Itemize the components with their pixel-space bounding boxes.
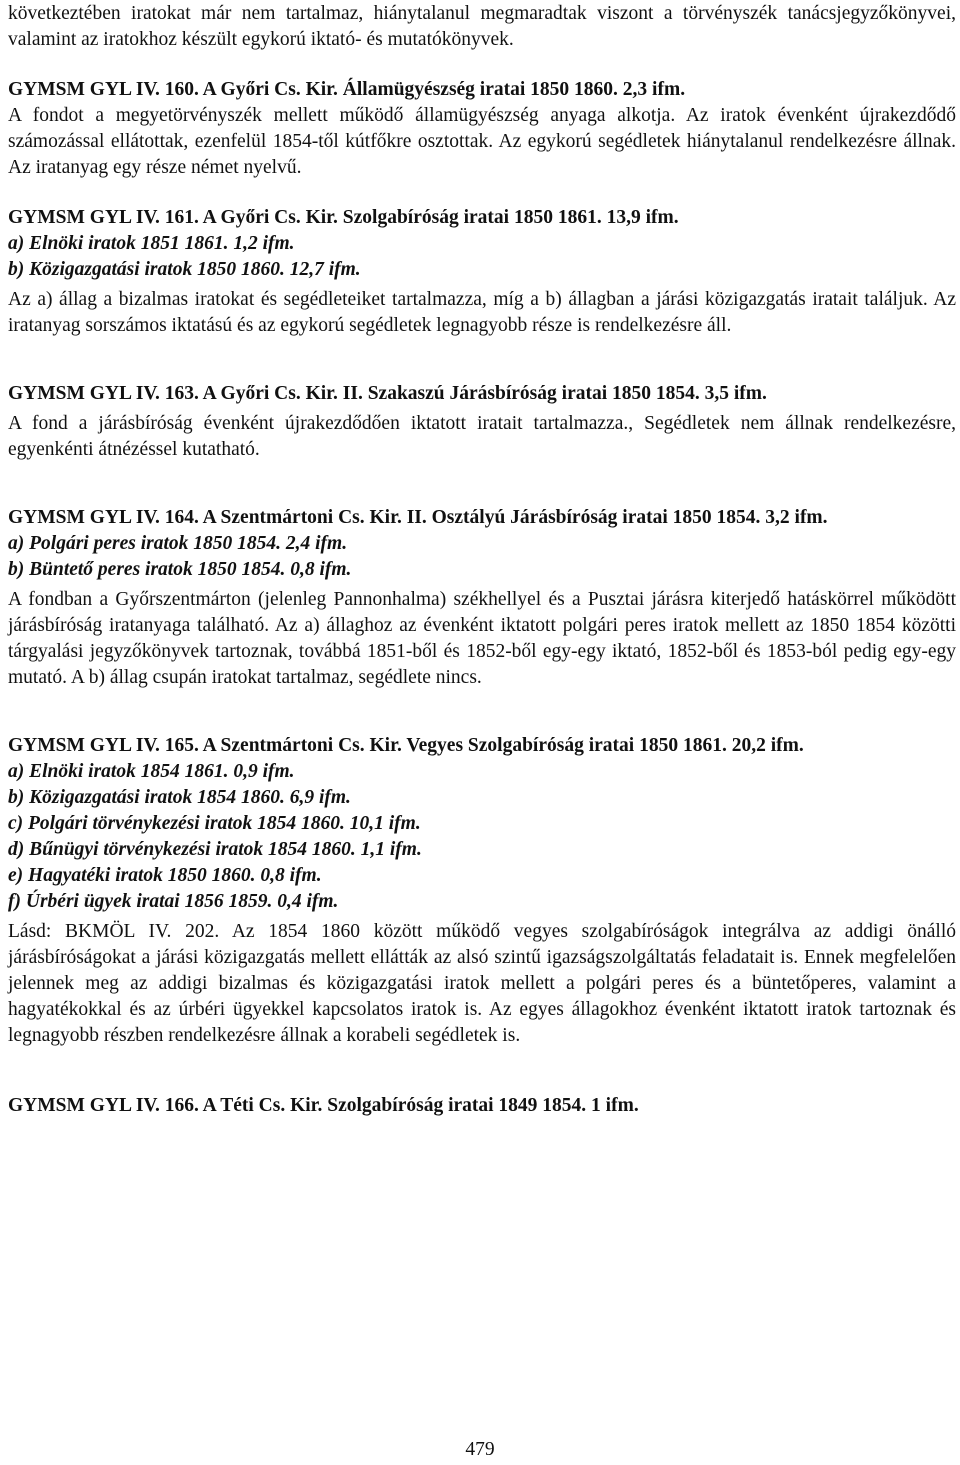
section-heading: GYMSM GYL IV. 160. A Győri Cs. Kir. Államügyészség iratai 1850 1860. 2,3 ifm. bbox=[8, 79, 686, 100]
subseries-c: c) Polgári törvénykezési iratok 1854 1860. 10,1 ifm. bbox=[8, 813, 421, 834]
section-description: A fond a járásbíróság évenként újrakezdődően iktatott iratait tartalmazza., Segédletek nem állnak rendelkezésre, egyenkénti átnézéssel kutatható. bbox=[8, 413, 956, 460]
section-description: A fondot a megyetörvényszék mellett működő államügyészség anyaga alkotja. Az iratok évenként újrakezdődő számozással ellátottak, ezenfelül 1854-től kútfőkre osztottak. Az egykorú segédletek hiánytalanul rendelkezésre állnak. Az iratanyag egy része német nyelvű. bbox=[8, 105, 956, 178]
section-description: Az a) állag a bizalmas iratokat és segédleteiket tartalmazza, míg a b) állagban a járási közigazgatás iratait találjuk. Az iratanyag sorszámos iktatású és az egykorú segédletek legnagyobb része is rendelkezésre áll. bbox=[8, 289, 956, 336]
subseries-e: e) Hagyatéki iratok 1850 1860. 0,8 ifm. bbox=[8, 865, 322, 886]
section-heading: GYMSM GYL IV. 165. A Szentmártoni Cs. Kir. Vegyes Szolgabíróság iratai 1850 1861. 20,2 ifm. bbox=[8, 735, 804, 756]
section-iv-161 bbox=[8, 205, 956, 339]
subseries-b: b) Közigazgatási iratok 1850 1860. 12,7 ifm. bbox=[8, 259, 361, 280]
section-iv-163 bbox=[8, 381, 956, 463]
subseries-f: f) Úrbéri ügyek iratai 1856 1859. 0,4 ifm. bbox=[8, 891, 339, 912]
section-description: A fondban a Győrszentmárton (jelenleg Pannonhalma) székhellyel és a Pusztai járásra kiterjedő hatáskörrel működött járásbíróság iratanyaga található. Az a) állaghoz az évenként iktatott polgári peres iratok mellett az 1850 1854 közötti tárgyalási jegyzőkönyvek tartoznak, továbbá 1851-ből és 1852-ből egy-egy iktató, 1852-ből és 1853-ból pedig egy-egy mutató. A b) állag csupán iratokat tartalmaz, segédlete nincs. bbox=[8, 589, 956, 688]
document-page bbox=[8, 0, 956, 1119]
section-iv-164 bbox=[8, 505, 956, 691]
section-description: Lásd: BKMÖL IV. 202. Az 1854 1860 között működő vegyes szolgabíróságok integrálva az addigi önálló járásbíróságokat a járási közigazgatás mellett ellátták az alsó szintű igazságszolgáltatás feladatait is. Ennek megfelelően jelennek meg az addigi bizalmas és közigazgatási iratok mellett a polgári peres és a büntetőperes, valamint a hagyatékokkal és az úrbéri ügyekkel kapcsolatos iratok is. Az egyes állagokhoz évenként iktatott iratok tartoznak és legnagyobb részben rendelkezésre állnak a korabeli segédletek is. bbox=[8, 921, 956, 1046]
subseries-d: d) Bűnügyi törvénykezési iratok 1854 1860. 1,1 ifm. bbox=[8, 839, 422, 860]
section-iv-165 bbox=[8, 733, 956, 1049]
intro-paragraph: következtében iratokat már nem tartalmaz, hiánytalanul megmaradtak viszont a törvényszék tanácsjegyzőkönyvei, valamint az iratokhoz készült egykorú iktató- és mutatókönyvek. bbox=[8, 3, 956, 50]
section-iv-160 bbox=[8, 77, 956, 181]
section-heading: GYMSM GYL IV. 164. A Szentmártoni Cs. Kir. II. Osztályú Járásbíróság iratai 1850 1854. 3,2 ifm. bbox=[8, 507, 828, 528]
section-heading: GYMSM GYL IV. 161. A Győri Cs. Kir. Szolgabíróság iratai 1850 1861. 13,9 ifm. bbox=[8, 207, 679, 228]
section-iv-166 bbox=[8, 1093, 956, 1119]
subseries-b: b) Büntető peres iratok 1850 1854. 0,8 ifm. bbox=[8, 559, 352, 580]
subseries-b: b) Közigazgatási iratok 1854 1860. 6,9 ifm. bbox=[8, 787, 351, 808]
page-number: 479 bbox=[465, 1439, 495, 1460]
section-heading: GYMSM GYL IV. 166. A Téti Cs. Kir. Szolgabíróság iratai 1849 1854. 1 ifm. bbox=[8, 1095, 639, 1116]
subseries-a: a) Elnöki iratok 1854 1861. 0,9 ifm. bbox=[8, 761, 295, 782]
subseries-a: a) Polgári peres iratok 1850 1854. 2,4 ifm. bbox=[8, 533, 348, 554]
section-heading: GYMSM GYL IV. 163. A Győri Cs. Kir. II. Szakaszú Járásbíróság iratai 1850 1854. 3,5 ifm. bbox=[8, 383, 767, 404]
subseries-a: a) Elnöki iratok 1851 1861. 1,2 ifm. bbox=[8, 233, 295, 254]
